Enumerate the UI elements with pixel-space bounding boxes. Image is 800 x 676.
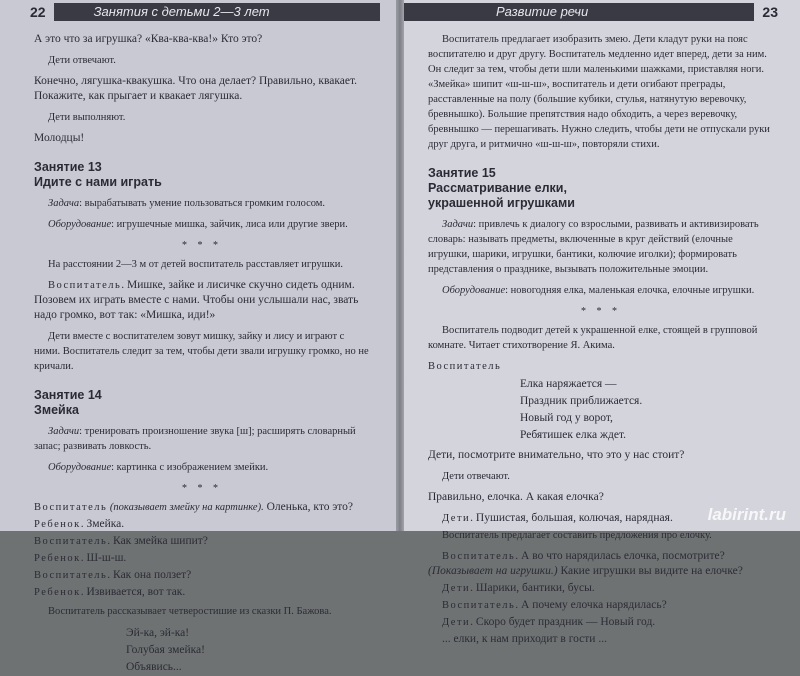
speech: . Пушистая, большая, колючая, нарядная. [470, 512, 673, 524]
stage-note: (показывает змейку на картинке). [107, 502, 264, 513]
lesson-14-task [34, 424, 370, 454]
poem-line: Праздник приближается. [520, 395, 643, 407]
dialogue-line [34, 500, 370, 515]
right-page-content [428, 32, 774, 649]
equipment-label: Оборудование [48, 462, 112, 473]
dialogue-line [428, 598, 774, 613]
lesson-13-heading [34, 160, 370, 190]
speech: Оленька, кто это? [263, 501, 354, 513]
lesson-15-heading [428, 166, 774, 211]
poem-line: Новый год у ворот, [520, 412, 613, 424]
speaker: Ребенок [34, 519, 81, 530]
task-text: : вырабатывать умение пользоваться громким голосом. [79, 198, 326, 209]
dialogue-line: ... елки, к нам приходит в гости ... [442, 633, 607, 645]
speech: . А почему елочка нарядилась? [515, 599, 667, 611]
speaker: Ребенок [34, 553, 81, 564]
poem [428, 376, 774, 444]
lesson-13-task [34, 196, 370, 211]
lesson-15-title-line: Рассматривание елки, [428, 181, 567, 195]
watermark-logo: labirint.ru [707, 505, 786, 524]
task-text: : тренировать произношение звука [ш]; расширять словарный запас; развивать ловкость. [34, 426, 356, 452]
section-separator: * * * [182, 483, 222, 494]
dialogue-line [34, 278, 370, 323]
dialogue-line [428, 581, 774, 596]
left-header-title: Занятия с детьми 2—3 лет [54, 3, 380, 21]
lesson-14-equipment [34, 460, 370, 475]
paragraph: Дети отвечают. [48, 55, 116, 66]
left-page-content [34, 32, 370, 676]
paragraph: Дети выполняют. [48, 112, 126, 123]
task-label: Задача [48, 198, 80, 209]
speaker: Ребенок [34, 587, 81, 598]
paragraph: Дети отвечают. [442, 471, 510, 482]
paragraph: Воспитатель предлагает составить предложения про елочку. [442, 530, 712, 541]
equipment-text: : новогодняя елка, маленькая елочка, елочные игрушки. [505, 285, 755, 296]
speaker: Воспитатель [34, 570, 108, 581]
poem-line: Елка наряжается — [520, 378, 617, 390]
speech: . А во что нарядилась елочка, посмотрите? [515, 550, 725, 562]
lesson-13-equipment [34, 217, 370, 232]
lesson-14-number: Занятие 14 [34, 388, 102, 402]
right-header-title: Развитие речи [404, 3, 754, 21]
poem-line: Объявись... [126, 661, 182, 673]
lesson-15-number: Занятие 15 [428, 166, 496, 180]
speaker: Дети [442, 583, 471, 594]
speech: . Как змейка шипит? [107, 535, 208, 547]
equipment-label: Оборудование [442, 285, 506, 296]
paragraph: Воспитатель предлагает изобразить змею. Дети кладут руки на пояс воспитателю и друг другу. Воспитатель медленно идет вперед, дети за ним. Он следит за тем, чтобы дети шли маленькими шажками, приставляя ноги. «Змейка» шипит «ш-ш-ш», воспитатель и дети огибают преграды, расставленные на полу (большие кубики, стулья, натянутую веревочку, бревнышко). Большие препятствия надо обходить, а через веревочку, бревнышко — перешагивать. Нужно следить, чтобы дети не отпускали руки друг друга, и ритмично «ш-ш-ш», повторяли стихи. [428, 34, 770, 150]
right-page [404, 0, 800, 645]
speaker: Воспитатель [442, 600, 516, 611]
speaker: Воспитатель [442, 551, 516, 562]
speaker: Воспитатель [34, 502, 108, 513]
dialogue-line [34, 568, 370, 583]
lesson-13-number: Занятие 13 [34, 160, 102, 174]
task-label: Задачи [48, 426, 80, 437]
equipment-text: : картинка с изображением змейки. [111, 462, 269, 473]
speech: . Скоро будет праздник — Новый год. [470, 616, 656, 628]
left-page-number: 22 [30, 4, 46, 20]
paragraph: Правильно, елочка. А какая елочка? [428, 491, 604, 503]
poem [34, 625, 370, 676]
paragraph: А это что за игрушка? «Ква-ква-ква!» Кто это? [34, 33, 263, 45]
right-page-number: 23 [762, 4, 778, 20]
speech: . Шарики, бантики, бусы. [470, 582, 595, 594]
paragraph: Молодцы! [34, 132, 85, 144]
speaker: Дети [442, 513, 471, 524]
left-running-header [0, 0, 380, 24]
right-running-header [404, 0, 800, 24]
paragraph: Дети вместе с воспитателем зовут мишку, зайку и лису и играют с ними. Воспитатель следит за тем, чтобы дети звали игрушку громко, но не кричали. [34, 331, 369, 372]
dialogue-line [34, 534, 370, 549]
lesson-13-title: Идите с нами играть [34, 175, 162, 189]
speech: . Ш-ш-ш. [80, 552, 127, 564]
speaker: Воспитатель [428, 361, 502, 372]
paragraph: Конечно, лягушка-квакушка. Что она делает? Правильно, квакает. Покажите, как прыгает и квакает лягушка. [34, 75, 357, 102]
paragraph: Дети, посмотрите внимательно, что это у нас стоит? [428, 449, 685, 461]
lesson-15-equipment [428, 283, 774, 298]
poem-line: Голубая змейка! [126, 644, 205, 656]
dialogue-line [34, 551, 370, 566]
paragraph: Воспитатель подводит детей к украшенной елке, стоящей в групповой комнате. Читает стихотворение Я. Акима. [428, 325, 758, 351]
paragraph: Воспитатель рассказывает четверостишие из сказки П. Бажова. [48, 606, 332, 617]
speaker: Воспитатель [34, 536, 108, 547]
lesson-15-title-line: украшенной игрушками [428, 196, 575, 210]
speech: . Мишке, зайке и лисичке скучно сидеть одним. Позовем их играть вместе с нами. Чтобы они услышали нас, звать надо громко, вот так: «Мишка, иди!» [34, 279, 359, 321]
section-separator: * * * [581, 306, 621, 317]
lesson-14-title: Змейка [34, 403, 79, 417]
dialogue-line [428, 615, 774, 630]
task-label: Задачи [442, 219, 474, 230]
speaker: Воспитатель [48, 280, 122, 291]
task-text: : привлечь к диалогу со взрослыми, развивать и активизировать словарь: называть предметы, включенные в круг действий (елочные игрушки, шарики, игрушки, бантики, колючие иголки); формировать представления о празднике, вызывать положительные эмоции. [428, 219, 759, 275]
speech: . Змейка. [80, 518, 125, 530]
speaker: Дети [442, 617, 471, 628]
speech: . Извивается, вот так. [80, 586, 186, 598]
equipment-text: : игрушечные мишка, зайчик, лиса или другие звери. [111, 219, 348, 230]
lesson-14-heading [34, 388, 370, 418]
stage-note: (Показывает на игрушки.) [428, 565, 558, 577]
section-separator: * * * [182, 240, 222, 251]
poem-line: Ребятишек елка ждет. [520, 429, 626, 441]
speech: Какие игрушки вы видите на елочке? [557, 565, 743, 577]
poem-line: Эй-ка, эй-ка! [126, 627, 190, 639]
speech: . Как она ползет? [107, 569, 192, 581]
dialogue-line [34, 517, 370, 532]
lesson-15-task [428, 217, 774, 277]
dialogue-line [428, 549, 774, 579]
equipment-label: Оборудование [48, 219, 112, 230]
paragraph: На расстоянии 2—3 м от детей воспитатель расставляет игрушки. [48, 259, 344, 270]
left-page [0, 0, 396, 673]
dialogue-line [34, 585, 370, 600]
